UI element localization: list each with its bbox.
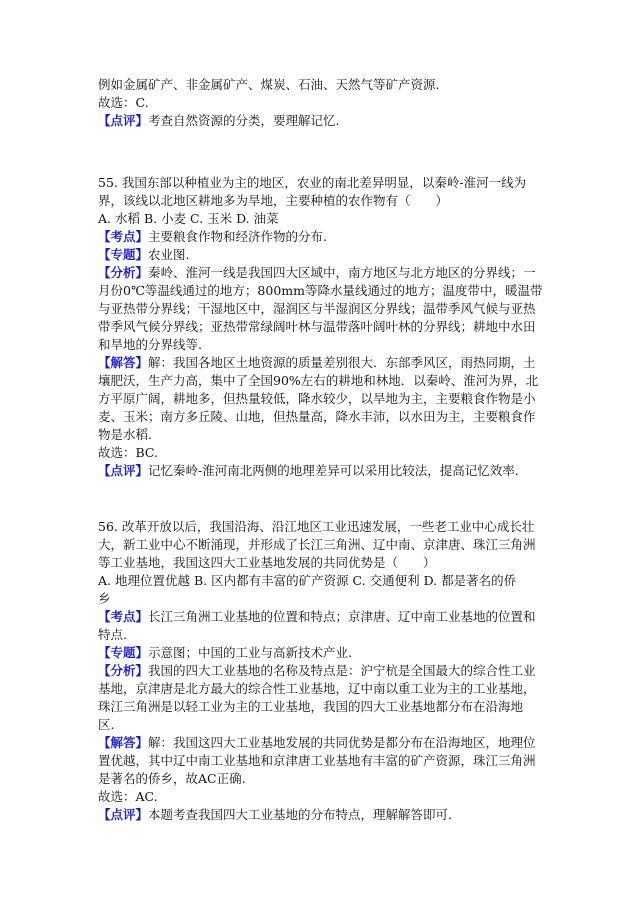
question-options: A. 水稻 B. 小麦 C. 玉米 D. 油菜 [98,211,279,226]
question-options: A. 地理位置优越 B. 区内都有丰富的矿产资源 C. 交通便利 D. 都是著名的侨 [98,573,517,588]
question-stem-line: 等工业基地，我国这四大工业基地发展的共同优势是（ ） [98,555,436,570]
analysis-tag: 【分析】 [98,663,149,678]
answer-line: 麦、玉米；南方多丘陵、山地，但热量高，降水丰沛，以水田为主，主要粮食作 [98,409,536,424]
analysis-line: 与亚热带分界线；干湿地区中，湿润区与半湿润区分界线；温带季风气候与亚热 [98,301,536,316]
question-stem-line: 56. 改革开放以后，我国沿海、沿江地区工业迅速发展，一些老工业中心成长壮 [98,519,535,534]
question-stem-line: 55. 我国东部以种植业为主的地区，农业的南北差异明显，以秦岭-淮河一线为 [98,175,527,190]
analysis-text: 秦岭、淮河一线是我国四大区域中，南方地区与北方地区的分界线；一 [148,265,536,280]
question-stem-line: 大，新工业中心不断涌现，并形成了长江三角洲、辽中南、京津唐、珠江三角洲 [98,537,536,552]
knowledge-point-line [98,608,548,626]
review-tag: 【点评】 [98,807,149,822]
analysis-line: 珠江三角洲是以轻工业为主的工业基地，我国的四大工业基地都分布在沿海地 [98,699,524,714]
review-line [98,806,548,824]
analysis-line: 和旱地的分界线等. [98,337,202,352]
review-text: 记忆秦岭-淮河南北两侧的地理差异可以采用比较法，提高记忆效率. [148,463,519,478]
answer-tag: 【解答】 [98,355,149,370]
text-line: 例如金属矿产、非金属矿产、煤炭、石油、天然气等矿产资源. [98,77,440,92]
answer-line: 置优越，其中辽中南工业基地和京津唐工业基地有丰富的矿产资源，珠江三角洲 [98,753,536,768]
knowledge-point-line: 特点. [98,627,127,642]
knowledge-point-tag: 【考点】 [98,609,149,624]
analysis-line [98,264,548,282]
review-tag: 【点评】 [98,113,149,128]
answer-line: 方平原广阔，耕地多，但热量较低，降水较少，以旱地为主，主要粮食作物是小 [98,391,536,406]
analysis-text: 我国的四大工业基地的名称及特点是：沪宁杭是全国最大的综合性工业 [148,663,536,678]
topic-text: 示意图；中国的工业与高新技术产业. [148,645,352,660]
knowledge-point-tag: 【考点】 [98,229,149,244]
analysis-line: 月份0℃等温线通过的地方；800mm等降水量线通过的地方；温度带中，暖温带 [98,283,543,298]
topic-tag: 【专题】 [98,247,149,262]
text-line: 故选：C. [98,95,149,110]
answer-tag: 【解答】 [98,735,149,750]
analysis-line: 带季风气候分界线；亚热带常绿阔叶林与温带落叶阔叶林的分界线；耕地中水田 [98,319,536,334]
review-text: 本题考查我国四大工业基地的分布特点，理解解答即可. [148,807,452,822]
analysis-line: 区. [98,717,115,732]
answer-line [98,354,548,372]
answer-line: 物是水稻. [98,427,152,442]
choice-line: 故选：BC. [98,445,159,460]
review-line [98,112,548,130]
document-page [98,76,548,824]
topic-line [98,644,548,662]
analysis-line [98,662,548,680]
knowledge-point-line [98,228,548,246]
topic-text: 农业图. [148,247,190,262]
answer-line [98,734,548,752]
question-options: 乡 [98,591,111,606]
review-line [98,462,548,480]
analysis-tag: 【分析】 [98,265,149,280]
knowledge-point-text: 长江三角洲工业基地的位置和特点；京津唐、辽中南工业基地的位置和 [148,609,536,624]
question-stem-line: 界，该线以北地区耕地多为旱地，主要种植的农作物有（ ） [98,193,449,208]
answer-text: 解：我国各地区土地资源的质量差别很大．东部季风区，雨热同期，土 [148,355,536,370]
choice-line: 故选：AC. [98,789,158,804]
review-text: 考查自然资源的分类，要理解记忆. [148,113,340,128]
analysis-line: 基地，京津唐是北方最大的综合性工业基地，辽中南以重工业为主的工业基地， [98,681,536,696]
answer-line: 壤肥沃，生产力高，集中了全国90%左右的耕地和林地．以秦岭、淮河为界，北 [98,373,539,388]
topic-tag: 【专题】 [98,645,149,660]
topic-line [98,246,548,264]
answer-line: 是著名的侨乡，故AC正确. [98,771,246,786]
answer-text: 解：我国这四大工业基地发展的共同优势是都分布在沿海地区，地理位 [148,735,536,750]
review-tag: 【点评】 [98,463,149,478]
knowledge-point-text: 主要粮食作物和经济作物的分布. [148,229,327,244]
